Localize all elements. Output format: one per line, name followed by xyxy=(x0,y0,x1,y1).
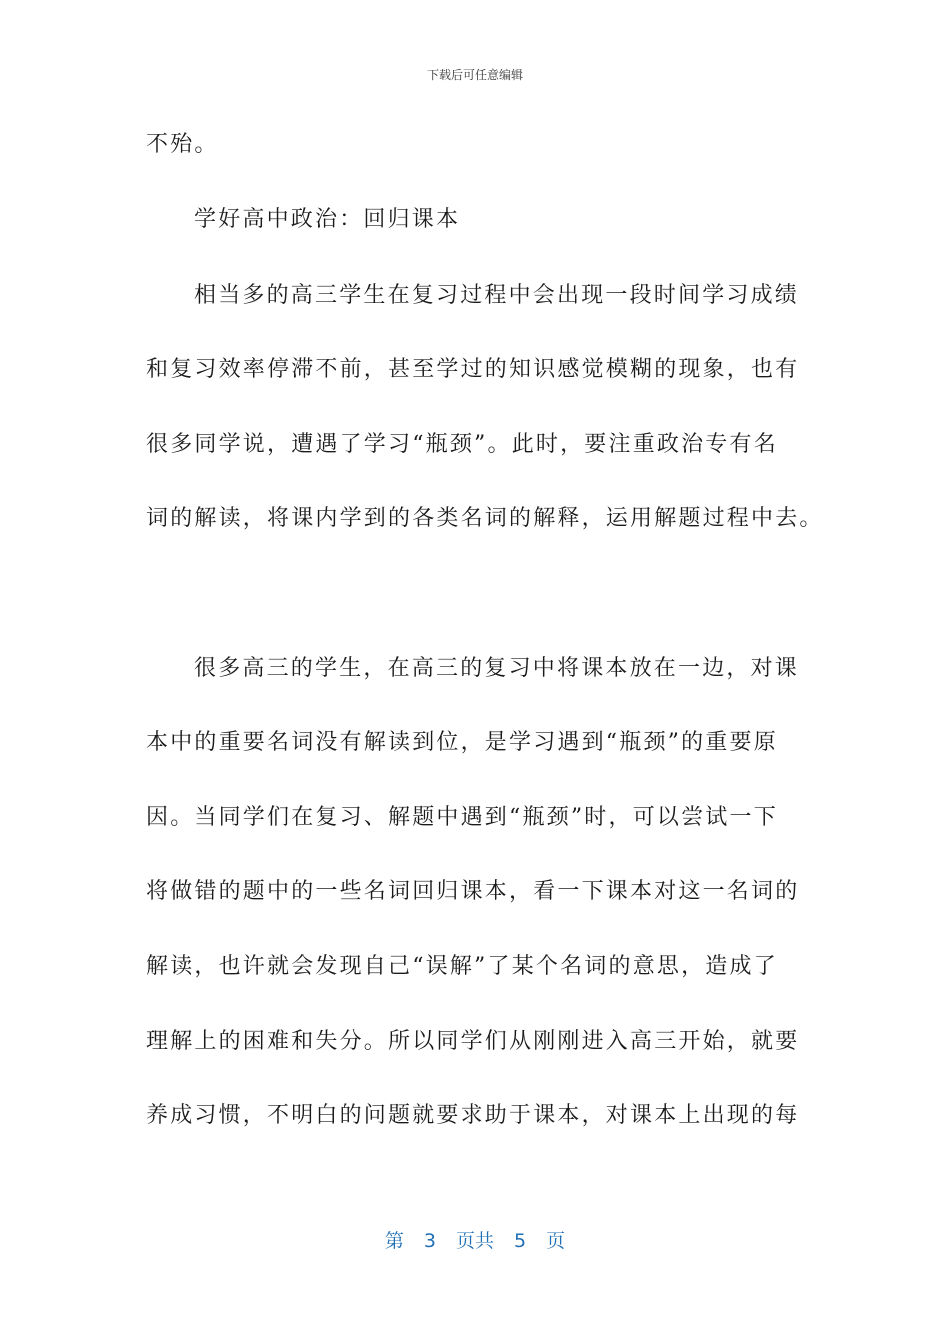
page-header: 下载后可任意编辑 xyxy=(426,68,523,82)
footer-page-number: 3 xyxy=(423,1230,436,1252)
text-line: 本中的重要名词没有解读到位，是学习遇到“瓶颈”的重要原 xyxy=(146,730,778,755)
text-line: 相当多的高三学生在复习过程中会出现一段时间学习成绩 xyxy=(194,283,800,308)
footer-middle: 页共 xyxy=(455,1230,494,1252)
text-line: 不殆。 xyxy=(146,132,219,157)
text-line: 养成习惯，不明白的问题就要求助于课本，对课本上出现的每 xyxy=(146,1103,800,1128)
footer-prefix: 第 xyxy=(384,1230,404,1252)
footer-total-pages: 5 xyxy=(514,1230,527,1252)
text-line: 因。当同学们在复习、解题中遇到“瓶颈”时，可以尝试一下 xyxy=(146,805,778,830)
page-footer xyxy=(0,1226,950,1253)
text-line: 将做错的题中的一些名词回归课本，看一下课本对这一名词的 xyxy=(146,879,800,904)
section-heading: 学好高中政治：回归课本 xyxy=(194,207,461,232)
footer-suffix: 页 xyxy=(546,1230,566,1252)
text-line: 解读，也许就会发现自己“误解”了某个名词的意思，造成了 xyxy=(146,954,778,979)
text-line: 词的解读，将课内学到的各类名词的解释，运用解题过程中去。 xyxy=(146,506,824,531)
text-line: 很多同学说，遭遇了学习“瓶颈”。此时，要注重政治专有名 xyxy=(146,432,778,457)
text-line: 和复习效率停滞不前，甚至学过的知识感觉模糊的现象，也有 xyxy=(146,357,800,382)
text-line: 很多高三的学生，在高三的复习中将课本放在一边，对课 xyxy=(194,656,800,681)
text-line: 理解上的困难和失分。所以同学们从刚刚进入高三开始，就要 xyxy=(146,1029,800,1054)
